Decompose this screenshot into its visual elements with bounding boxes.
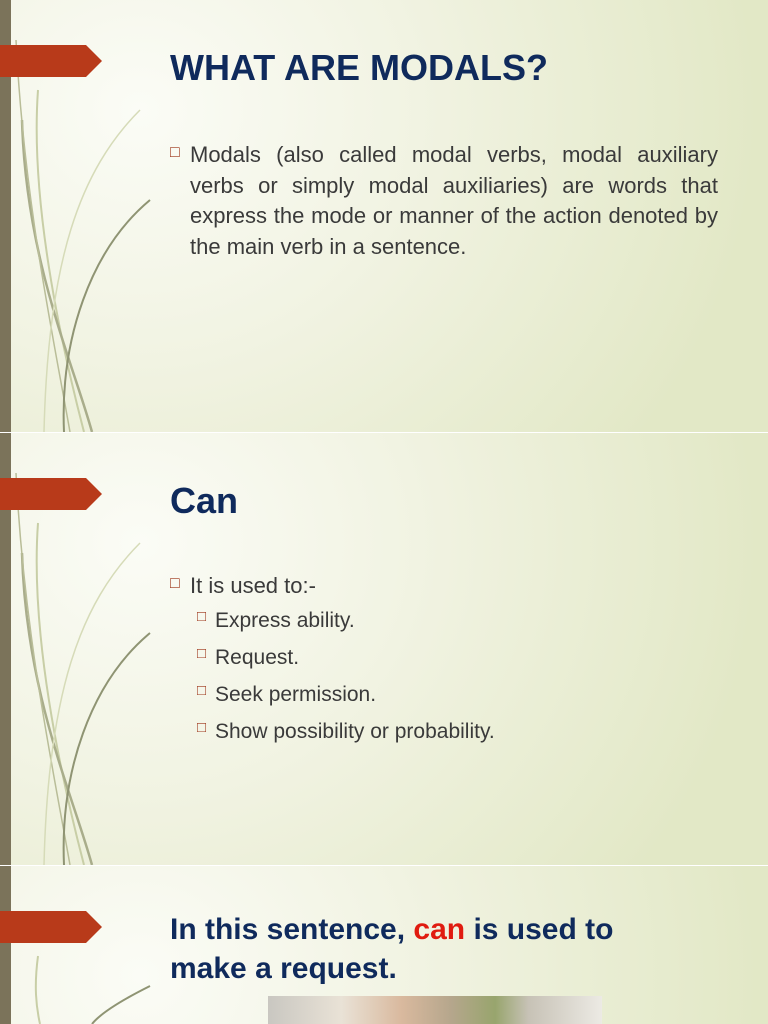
sub-bullet-item xyxy=(197,602,718,639)
arrow-tab-icon xyxy=(0,478,102,510)
sub-bullet-text: Express ability. xyxy=(215,608,355,632)
sub-bullet-item xyxy=(197,676,718,713)
hollow-square-bullet-icon: □ xyxy=(197,681,207,699)
slide-can xyxy=(0,433,768,865)
hollow-square-bullet-icon: □ xyxy=(170,144,180,161)
highlighted-word: can xyxy=(413,913,466,946)
slide-what-are-modals xyxy=(0,0,768,432)
bullet-list xyxy=(170,140,718,262)
slide-title xyxy=(170,910,690,988)
arrow-tab-icon xyxy=(0,45,102,77)
hollow-square-bullet-icon: □ xyxy=(197,718,207,736)
example-photo xyxy=(268,996,602,1024)
bullet-text: It is used to:- xyxy=(190,573,316,598)
title-text-after: is used to make a request. xyxy=(170,913,614,985)
hollow-square-bullet-icon: □ xyxy=(197,607,207,625)
sub-bullet-item xyxy=(197,713,718,750)
sub-bullet-item xyxy=(197,639,718,676)
sub-bullet-text: Seek permission. xyxy=(215,682,377,706)
title-text-before: In this sentence, xyxy=(170,913,414,946)
arrow-tab-icon xyxy=(0,911,102,943)
bullet-item xyxy=(170,571,718,602)
sub-bullet-text: Request. xyxy=(215,645,300,669)
bullet-item xyxy=(170,140,718,262)
bullet-list xyxy=(170,571,718,750)
hollow-square-bullet-icon: □ xyxy=(197,644,207,662)
slide-title: WHAT ARE MODALS? xyxy=(170,47,548,88)
slide-can-request-example xyxy=(0,866,768,1024)
slide-title: Can xyxy=(170,480,239,521)
bullet-text: Modals (also called modal verbs, modal auxiliary verbs or simply modal auxiliaries) are words that express the mode or manner of the action denoted by the main verb in a sentence. xyxy=(190,142,718,259)
sub-bullet-text: Show possibility or probability. xyxy=(215,719,495,743)
hollow-square-bullet-icon: □ xyxy=(170,575,180,592)
